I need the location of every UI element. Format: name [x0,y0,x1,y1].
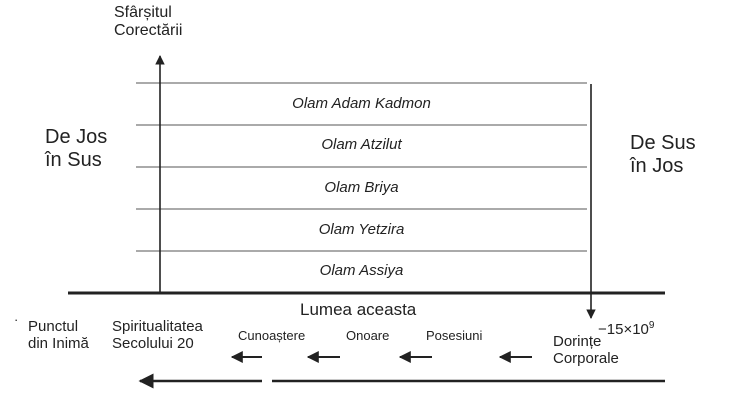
right-label: De Sus în Jos [630,132,696,177]
world-briya: Olam Briya [324,179,399,196]
stage-point-in-heart: Punctul din Inimă [28,318,89,353]
time-marker-base: −15×10 [598,321,649,339]
stage-knowledge: Cunoaștere [238,328,306,343]
stage-honor: Onoare [346,328,390,343]
world-yetzira: Olam Yetzira [318,221,405,238]
stage-bodily-desires: Dorințe Corporale [553,333,619,368]
stage-possessions: Posesiuni [426,328,483,343]
world-assiya: Olam Assiya [319,262,404,279]
stage-spirituality: Spiritualitatea Secolului 20 [112,318,203,353]
this-world-label: Lumea aceasta [300,300,417,319]
time-marker-exponent: 9 [648,320,655,332]
top-label: Sfârșitul Corectării [114,4,183,40]
bullet-mark: · [14,312,19,327]
world-atzilut: Olam Atzilut [321,136,402,153]
world-adam-kadmon: Olam Adam Kadmon [292,95,431,112]
left-label: De Jos în Sus [45,126,108,171]
